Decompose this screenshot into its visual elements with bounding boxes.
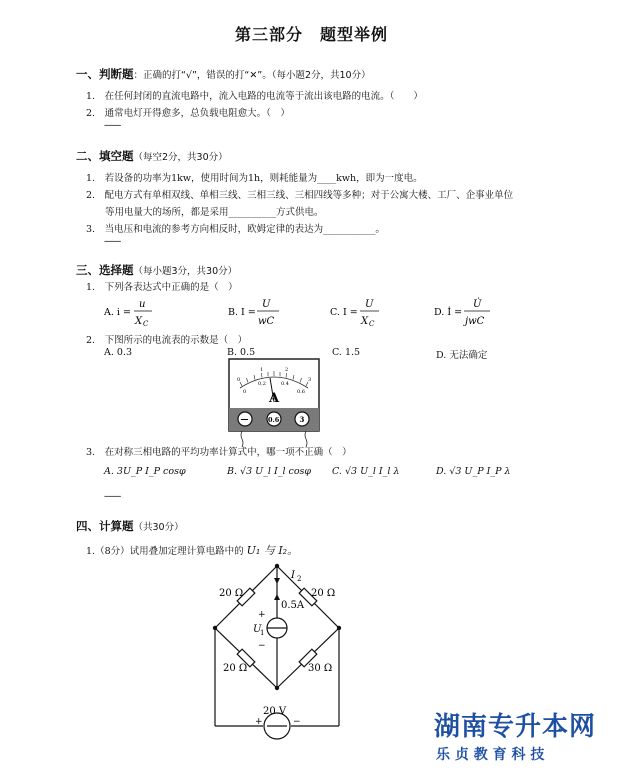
option-a-sub: C <box>143 320 149 328</box>
option-b-num: U <box>262 299 271 310</box>
choice-q1-options <box>100 295 520 331</box>
u1-minus: − <box>258 641 266 651</box>
choice-q2-option-a: A. 0.3 <box>104 347 133 358</box>
ammeter-figure <box>228 358 320 448</box>
resistor-bottom-left-label: 20 Ω <box>223 663 248 674</box>
option-c <box>330 299 379 328</box>
option-b-den: wC <box>258 316 275 327</box>
choice-q3-option-a: A. 3U_P I_P cosφ <box>104 466 186 477</box>
choice-dash: -------- <box>104 492 121 502</box>
terminal-label-negative: — <box>240 414 249 424</box>
section-choice-note: （每小题3分，共30分） <box>133 266 238 277</box>
section-judge-note: ：正确的打“√”，错误的打“✕”。（每小题2分，共10分） <box>133 70 371 81</box>
fill-q2-line2: 等用电量大的场所，都是采用__________方式供电。 <box>86 207 324 218</box>
i2-label: I <box>291 570 295 581</box>
fill-q2-line1: 2. 配电方式有单相双线、单相三线、三相三线、三相四线等多种；对于公寓大楼、工厂、企事业单位 <box>86 190 514 201</box>
option-c-den: X <box>361 316 369 327</box>
terminal-label-0.6: 0.6 <box>268 416 280 424</box>
option-c-sub: C <box>369 320 375 328</box>
option-c-num: U <box>365 299 374 310</box>
u1-sub: 1 <box>260 629 265 637</box>
option-a-den: X <box>135 316 143 327</box>
judge-dash: -------- <box>104 121 121 131</box>
option-a <box>103 299 152 328</box>
option-d-num: U̇ <box>473 299 482 310</box>
i2-sub: 2 <box>297 575 302 583</box>
choice-q3: 3. 在对称三相电路的平均功率计算式中，哪一项不正确（ ） <box>86 447 352 458</box>
resistor-top-left-label: 20 Ω <box>219 588 244 599</box>
option-b <box>228 299 279 327</box>
calc-q1: 1.（8分）试用叠加定理计算电路中的 <box>86 546 244 557</box>
section-calc-heading <box>76 518 184 534</box>
i2-arrow <box>274 578 280 584</box>
scale-bottom-3: 0.6 <box>297 389 305 395</box>
scale-top-0: 0 <box>237 377 241 383</box>
judge-q1: 1. 在任何封闭的直流电路中，流入电路的电流等于流出该电路的电流。（ ） <box>86 91 423 102</box>
option-d <box>434 298 490 327</box>
scale-bottom-1: 0.2 <box>258 381 266 387</box>
choice-q2-option-d: D. 无法确定 <box>436 350 488 361</box>
section-judge-title: 一、判断题 <box>76 67 134 81</box>
voltage-plus: + <box>255 717 263 727</box>
voltage-minus: − <box>293 717 301 727</box>
option-d-label: D. İ = <box>434 307 463 318</box>
watermark-subtitle: 乐 贞 教 育 科 技 <box>436 747 545 763</box>
section-fill-title: 二、填空题 <box>76 149 134 163</box>
scale-top-3: 3 <box>308 377 312 383</box>
fill-q3: 3. 当电压和电流的参考方向相反时，欧姆定律的表达为___________。 <box>86 224 385 235</box>
page-title: 第三部分 题型举例 <box>234 25 388 44</box>
calc-q1-line <box>86 542 298 558</box>
voltage-source-label: 20 V <box>263 706 287 717</box>
u1-plus: + <box>258 610 266 620</box>
choice-q3-option-c: C. √3 U_l I_l λ <box>332 466 400 477</box>
scale-bottom-2: 0.4 <box>281 381 289 387</box>
choice-q2: 2. 下图所示的电流表的示数是（ ） <box>86 335 248 346</box>
calc-q1-vars: U₁ 与 I₂。 <box>246 544 299 557</box>
scale-bottom-0: 0 <box>243 389 247 395</box>
fill-dash: -------- <box>104 237 121 247</box>
section-calc-note: （共30分） <box>133 522 184 533</box>
option-b-label: B. I = <box>228 307 256 318</box>
section-fill-heading <box>76 148 228 164</box>
option-c-label: C. I = <box>330 307 358 318</box>
u1-label: U <box>253 624 262 635</box>
option-a-num: u <box>139 299 146 310</box>
choice-q2-option-c: C. 1.5 <box>332 347 361 358</box>
current-source-label: 0.5A <box>281 600 305 611</box>
resistor-top-right-label: 20 Ω <box>311 588 336 599</box>
resistor-bottom-right-label: 30 Ω <box>308 663 333 674</box>
fill-q1: 1. 若设备的功率为1kw，使用时间为1h，则耗能量为____kwh，即为一度电。 <box>86 173 423 184</box>
section-choice-heading <box>76 262 237 278</box>
watermark-title: 湖南专升本网 <box>434 712 597 742</box>
section-choice-title: 三、选择题 <box>76 263 134 277</box>
section-calc-title: 四、计算题 <box>76 519 134 533</box>
choice-q3-option-d: D. √3 U_P I_P λ <box>436 466 511 477</box>
circuit-diagram <box>205 558 365 768</box>
scale-top-1: 1 <box>260 367 264 373</box>
terminal-label-3: 3 <box>299 415 305 424</box>
option-d-den: jwC <box>465 316 485 327</box>
section-fill-note: （每空2分，共30分） <box>133 152 228 163</box>
judge-q2: 2. 通常电灯开得愈多，总负载电阻愈大。（ ） <box>86 108 290 119</box>
choice-q2-option-b: B. 0.5 <box>227 347 256 358</box>
section-judge-heading <box>76 66 371 82</box>
option-a-label: A. i = <box>104 307 131 318</box>
current-source-arrow <box>274 594 280 600</box>
choice-q1: 1. 下列各表达式中正确的是（ ） <box>86 282 238 293</box>
choice-q3-option-b: B. √3 U_l I_l cosφ <box>227 466 312 477</box>
scale-top-2: 2 <box>285 367 289 373</box>
ammeter-unit: A <box>269 391 280 406</box>
